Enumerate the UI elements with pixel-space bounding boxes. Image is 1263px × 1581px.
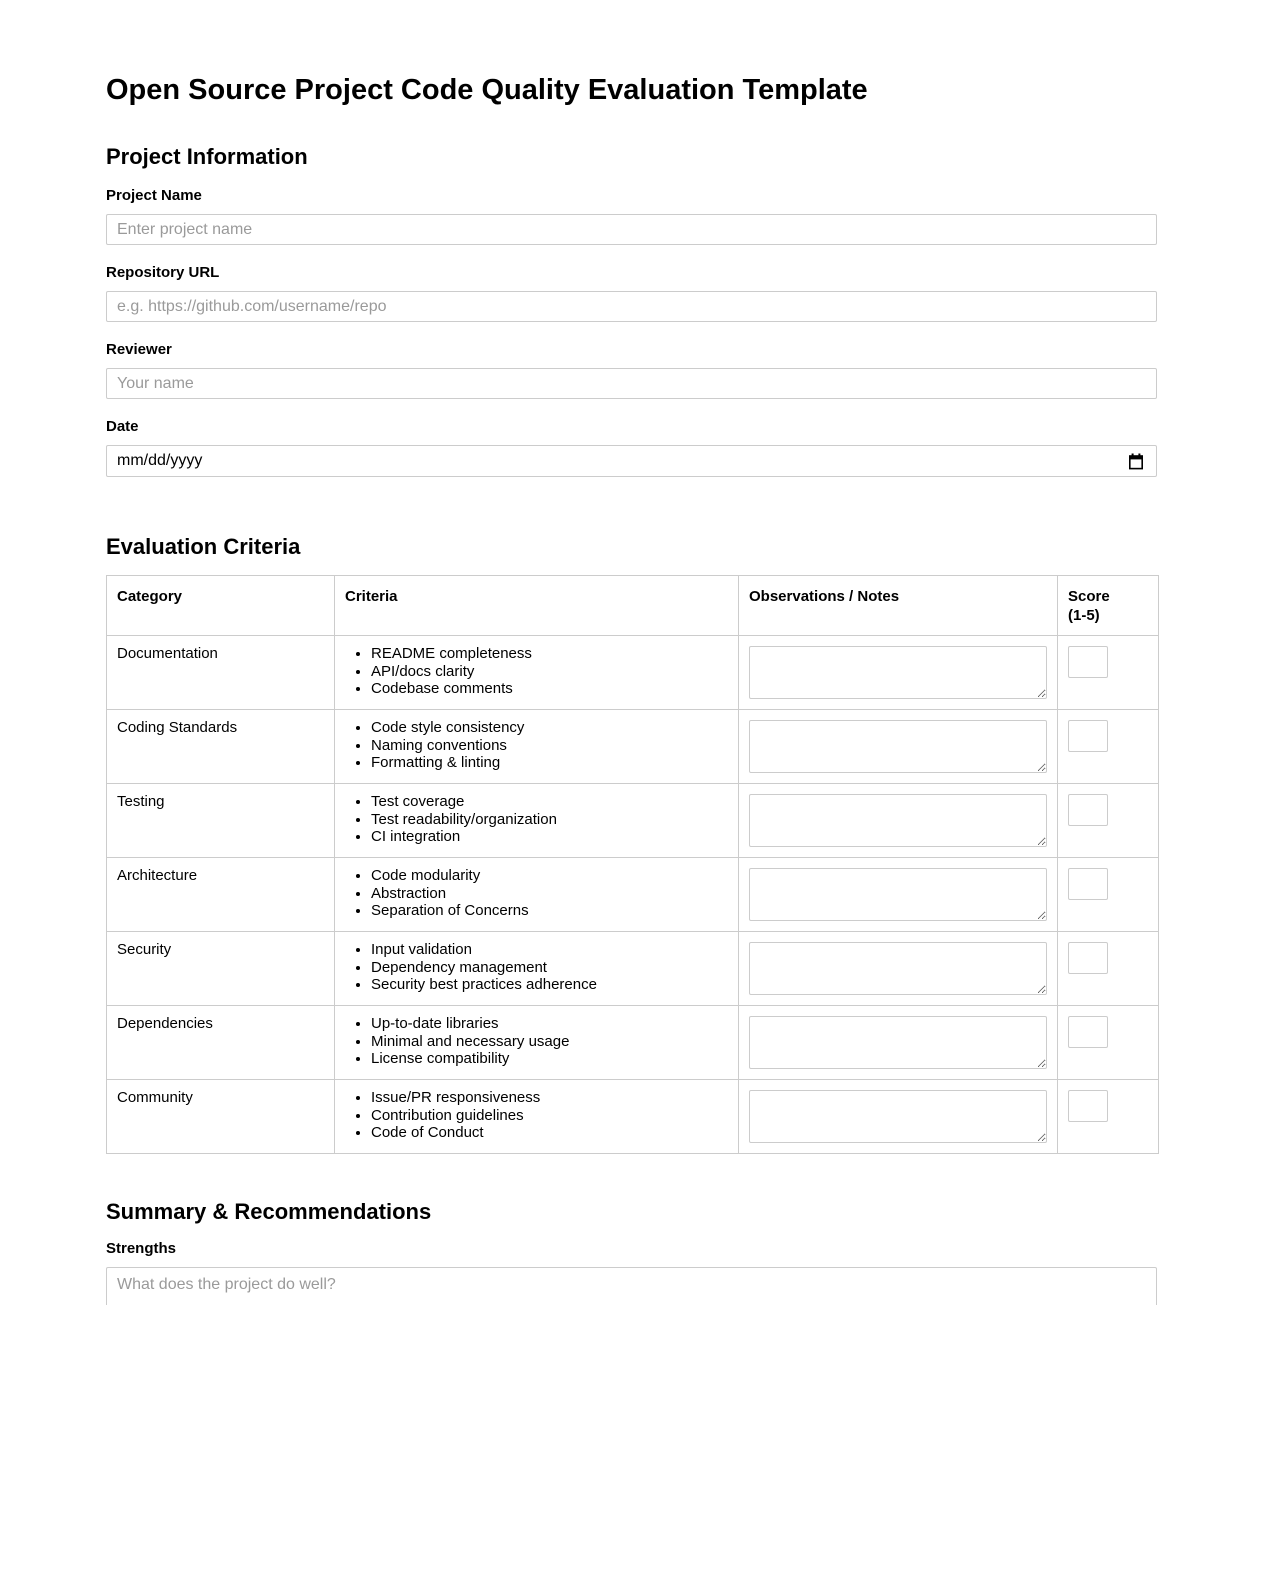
table-row	[107, 710, 1159, 784]
score-cell	[1058, 710, 1159, 784]
category-cell: Dependencies	[107, 1006, 335, 1080]
table-row	[107, 636, 1159, 710]
table-row	[107, 1006, 1159, 1080]
section-heading-summary: Summary & Recommendations	[106, 1199, 432, 1224]
criteria-item: • Issue/PR responsiveness	[371, 1089, 728, 1107]
category-cell: Architecture	[107, 858, 335, 932]
criteria-item: • CI integration	[371, 828, 728, 846]
criteria-item: • Naming conventions	[371, 737, 728, 755]
date-value: mm/dd/yyyy	[117, 452, 203, 469]
section-heading-project-information: Project Information	[106, 144, 308, 169]
criteria-item: • README completeness	[371, 645, 728, 663]
date-input[interactable]	[106, 445, 1157, 477]
criteria-cell	[335, 858, 739, 932]
table-row	[107, 1080, 1159, 1154]
observations-textarea[interactable]	[749, 868, 1047, 921]
score-input[interactable]	[1068, 1090, 1108, 1122]
criteria-cell	[335, 932, 739, 1006]
criteria-item: • Up-to-date libraries	[371, 1015, 728, 1033]
criteria-cell	[335, 1006, 739, 1080]
criteria-item: • Security best practices adherence	[371, 976, 728, 994]
observations-textarea[interactable]	[749, 1016, 1047, 1069]
score-cell	[1058, 932, 1159, 1006]
criteria-item: • API/docs clarity	[371, 663, 728, 681]
table-header-row	[107, 576, 1159, 636]
observations-textarea[interactable]	[749, 1090, 1047, 1143]
observations-cell	[739, 784, 1058, 858]
category-cell: Testing	[107, 784, 335, 858]
observations-cell	[739, 932, 1058, 1006]
date-label: Date	[106, 418, 139, 435]
score-input[interactable]	[1068, 942, 1108, 974]
strengths-label: Strengths	[106, 1240, 177, 1257]
category-cell: Documentation	[107, 636, 335, 710]
repository-url-label: Repository URL	[106, 264, 220, 281]
criteria-list	[345, 645, 728, 698]
criteria-list	[345, 941, 728, 994]
calendar-icon[interactable]	[1128, 453, 1144, 470]
observations-textarea[interactable]	[749, 794, 1047, 847]
criteria-item: • Abstraction	[371, 885, 728, 903]
observations-textarea[interactable]	[749, 942, 1047, 995]
criteria-list	[345, 1089, 728, 1142]
category-cell: Security	[107, 932, 335, 1006]
field-date	[106, 419, 1157, 477]
column-header-score: Score (1-5)	[1058, 576, 1159, 636]
reviewer-input[interactable]	[106, 368, 1157, 399]
table-row	[107, 858, 1159, 932]
observations-textarea[interactable]	[749, 646, 1047, 699]
criteria-list	[345, 1015, 728, 1068]
observations-cell	[739, 858, 1058, 932]
section-heading-evaluation-criteria: Evaluation Criteria	[106, 534, 301, 559]
observations-cell	[739, 636, 1058, 710]
criteria-list	[345, 719, 728, 772]
criteria-item: • Test readability/organization	[371, 811, 728, 829]
project-name-input[interactable]	[106, 214, 1157, 245]
observations-textarea[interactable]	[749, 720, 1047, 773]
criteria-item: • Input validation	[371, 941, 728, 959]
score-cell	[1058, 636, 1159, 710]
column-header-criteria: Criteria	[335, 576, 739, 636]
criteria-item: • Contribution guidelines	[371, 1107, 728, 1125]
field-repository-url	[106, 265, 1157, 322]
column-header-category: Category	[107, 576, 335, 636]
criteria-cell	[335, 1080, 739, 1154]
score-input[interactable]	[1068, 794, 1108, 826]
category-cell: Coding Standards	[107, 710, 335, 784]
criteria-item: • Minimal and necessary usage	[371, 1033, 728, 1051]
observations-cell	[739, 1006, 1058, 1080]
project-name-label: Project Name	[106, 187, 202, 204]
criteria-item: • Code style consistency	[371, 719, 728, 737]
field-project-name	[106, 188, 1157, 245]
table-row	[107, 932, 1159, 1006]
score-cell	[1058, 784, 1159, 858]
evaluation-table	[106, 575, 1159, 1154]
strengths-textarea[interactable]	[106, 1267, 1157, 1305]
reviewer-label: Reviewer	[106, 341, 172, 358]
criteria-list	[345, 793, 728, 846]
score-cell	[1058, 1080, 1159, 1154]
repository-url-input[interactable]	[106, 291, 1157, 322]
score-input[interactable]	[1068, 720, 1108, 752]
criteria-item: • License compatibility	[371, 1050, 728, 1068]
criteria-item: • Dependency management	[371, 959, 728, 977]
field-reviewer	[106, 342, 1157, 399]
category-cell: Community	[107, 1080, 335, 1154]
criteria-item: • Code modularity	[371, 867, 728, 885]
observations-cell	[739, 710, 1058, 784]
page-content	[106, 75, 1157, 1305]
criteria-list	[345, 867, 728, 920]
score-cell	[1058, 1006, 1159, 1080]
strengths-clip-region	[106, 1267, 1157, 1305]
observations-cell	[739, 1080, 1058, 1154]
criteria-cell	[335, 784, 739, 858]
score-input[interactable]	[1068, 1016, 1108, 1048]
criteria-item: • Codebase comments	[371, 680, 728, 698]
criteria-cell	[335, 636, 739, 710]
criteria-item: • Separation of Concerns	[371, 902, 728, 920]
criteria-item: • Test coverage	[371, 793, 728, 811]
field-strengths	[106, 1241, 1157, 1305]
score-cell	[1058, 858, 1159, 932]
criteria-item: • Formatting & linting	[371, 754, 728, 772]
score-input[interactable]	[1068, 646, 1108, 678]
score-input[interactable]	[1068, 868, 1108, 900]
column-header-observations: Observations / Notes	[739, 576, 1058, 636]
criteria-item: • Code of Conduct	[371, 1124, 728, 1142]
page-title: Open Source Project Code Quality Evaluation Template	[106, 74, 868, 106]
table-row	[107, 784, 1159, 858]
criteria-cell	[335, 710, 739, 784]
